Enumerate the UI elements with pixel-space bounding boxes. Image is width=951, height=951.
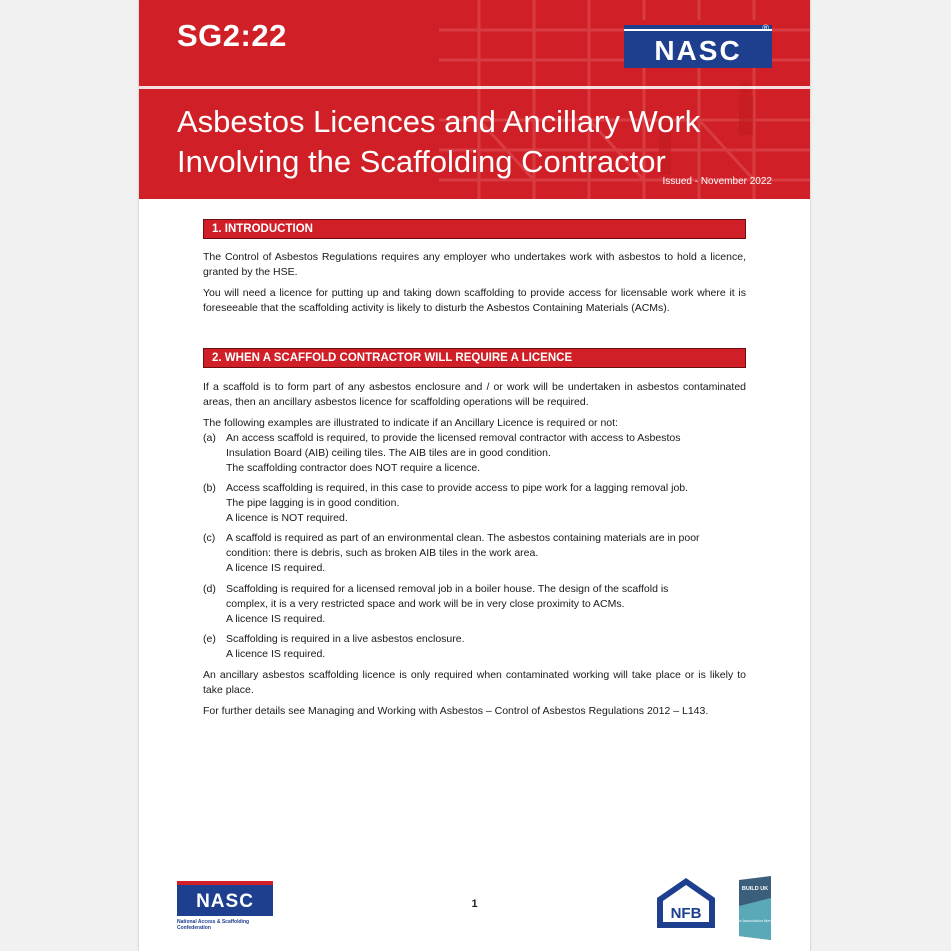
build-uk-text: BUILD UK — [741, 886, 769, 892]
footer-logo-text: NASC — [196, 891, 254, 912]
title-line-2: Involving the Scaffolding Contractor — [177, 144, 666, 179]
document-page — [139, 0, 810, 951]
example-label: (d) — [203, 583, 216, 595]
licence-paragraph-1: If a scaffold is to form part of any asbestos enclosure and / or work will be undertaken in asbestos contaminated areas, then an ancillary asbestos licence for scaffolding operations will be required. — [203, 381, 746, 408]
example-line: complex, it is a very restricted space and work will be in very close proximity to ACMs. — [226, 598, 625, 610]
example-line: Access scaffolding is required, in this case to provide access to pipe work for a lagging removal job. — [226, 482, 689, 494]
intro-paragraph-2: You will need a licence for putting up and taking down scaffolding to provide access for licensable work where it is foreseeable that the scaffolding activity is likely to disturb the Asbestos Containing Materials (ACMs). — [203, 287, 746, 314]
example-line: The pipe lagging is in good condition. — [226, 497, 400, 509]
example-line: An access scaffold is required, to provide the licensed removal contractor with access to Asbestos — [226, 432, 681, 444]
nfb-logo-icon — [653, 876, 719, 930]
example-label: (a) — [203, 432, 216, 444]
example-line: condition: there is debris, such as broken AIB tiles in the work area. — [226, 547, 539, 559]
example-line: A scaffold is required as part of an environmental clean. The asbestos containing materials are in poor — [226, 532, 700, 544]
example-label: (c) — [203, 532, 216, 544]
issued-date: Issued - November 2022 — [662, 176, 772, 187]
footer-logo-subtitle: National Access & Scaffolding Confederation — [177, 919, 250, 931]
example-line: A licence IS required. — [226, 648, 326, 660]
example-label: (e) — [203, 633, 216, 645]
nasc-logo-text: NASC — [654, 35, 742, 66]
document-title — [177, 102, 797, 182]
section-heading-introduction: 1. INTRODUCTION — [203, 219, 746, 239]
examples-intro: The following examples are illustrated to indicate if an Ancillary Licence is required or not: — [203, 417, 618, 429]
example-line: Scaffolding is required in a live asbestos enclosure. — [226, 633, 465, 645]
example-line: A licence is NOT required. — [226, 512, 348, 524]
nasc-logo — [624, 20, 772, 68]
nfb-logo-text: NFB — [670, 905, 702, 922]
build-uk-badge-icon — [731, 876, 779, 940]
build-uk-subtext: Trade Association Member — [731, 918, 779, 923]
example-line: A licence IS required. — [226, 562, 326, 574]
section-heading-licence: 2. WHEN A SCAFFOLD CONTRACTOR WILL REQUIRE A LICENCE — [203, 348, 746, 368]
page-number: 1 — [471, 898, 478, 910]
licence-paragraph-after: An ancillary asbestos scaffolding licence is only required when contaminated working will take place or is likely to take place. — [203, 669, 746, 696]
example-line: A licence IS required. — [226, 613, 326, 625]
example-line: Insulation Board (AIB) ceiling tiles. The AIB tiles are in good condition. — [226, 447, 551, 459]
example-line: Scaffolding is required for a licensed removal job in a boiler house. The design of the scaffold is — [226, 583, 669, 595]
document-code: SG2:22 — [177, 18, 287, 53]
title-line-1: Asbestos Licences and Ancillary Work — [177, 104, 701, 139]
banner-divider — [139, 86, 810, 89]
header-banner — [139, 0, 810, 199]
example-label: (b) — [203, 482, 216, 494]
intro-paragraph-1: The Control of Asbestos Regulations requires any employer who undertakes work with asbestos to hold a licence, granted by the HSE. — [203, 251, 746, 278]
further-details-paragraph: For further details see Managing and Working with Asbestos – Control of Asbestos Regulations 2012 – L143. — [203, 705, 709, 717]
example-line: The scaffolding contractor does NOT require a licence. — [226, 462, 481, 474]
registered-mark: ® — [762, 23, 769, 33]
